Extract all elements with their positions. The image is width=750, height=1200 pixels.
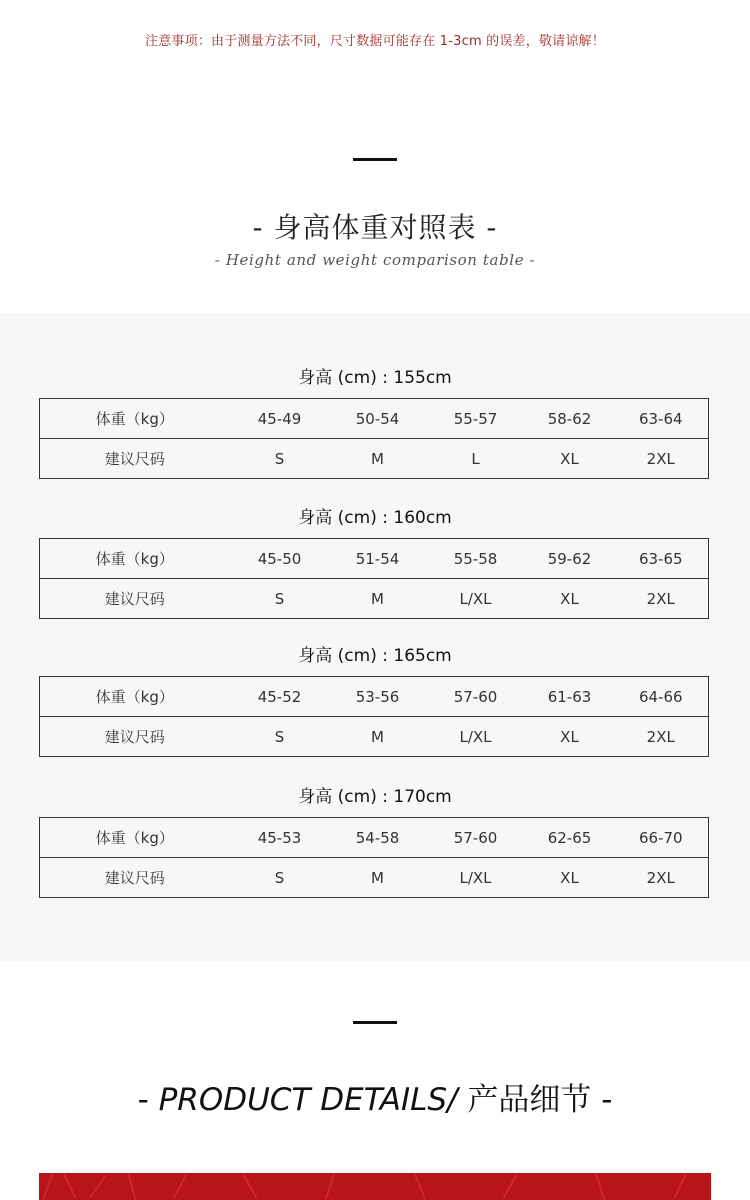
title-dash: - (591, 1082, 613, 1118)
size-row (40, 717, 709, 757)
size-cell: S (230, 717, 330, 757)
size-table-155 (39, 398, 709, 479)
title-dash: - (137, 1082, 159, 1118)
size-label: 建议尺码 (40, 579, 230, 619)
weight-cell: 58-62 (526, 399, 614, 439)
size-cell: XL (526, 439, 614, 479)
size-cell: L/XL (426, 858, 526, 898)
size-cell: 2XL (614, 717, 709, 757)
size-cell: M (330, 858, 426, 898)
product-details-title (0, 1074, 750, 1119)
weight-cell: 57-60 (426, 818, 526, 858)
weight-cell: 57-60 (426, 677, 526, 717)
height-heading-170: 身高 (cm) : 170cm (298, 787, 452, 807)
height-heading-155: 身高 (cm) : 155cm (298, 368, 452, 388)
size-label: 建议尺码 (40, 439, 230, 479)
size-cell: M (330, 439, 426, 479)
weight-row (40, 539, 709, 579)
measurement-notice: 注意事项：由于测量方法不同，尺寸数据可能存在 1-3cm 的误差，敬请谅解！ (145, 34, 605, 49)
weight-cell: 62-65 (526, 818, 614, 858)
section-title: - 身高体重对照表 - (252, 211, 498, 244)
weight-cell: 64-66 (614, 677, 709, 717)
divider-bar (353, 158, 397, 161)
size-cell: L/XL (426, 579, 526, 619)
size-cell: 2XL (614, 579, 709, 619)
size-table-165 (39, 676, 709, 757)
weight-row (40, 399, 709, 439)
weight-cell: 45-50 (230, 539, 330, 579)
size-row (40, 579, 709, 619)
size-cell: S (230, 858, 330, 898)
product-photo (39, 1173, 711, 1200)
weight-cell: 54-58 (330, 818, 426, 858)
weight-cell: 45-53 (230, 818, 330, 858)
weight-cell: 59-62 (526, 539, 614, 579)
size-cell: XL (526, 858, 614, 898)
size-cell: M (330, 579, 426, 619)
weight-label: 体重（kg） (40, 539, 230, 579)
weight-row (40, 818, 709, 858)
section-subtitle: - Height and weight comparison table - (214, 251, 536, 269)
weight-cell: 63-64 (614, 399, 709, 439)
size-cell: L/XL (426, 717, 526, 757)
weight-cell: 55-58 (426, 539, 526, 579)
weight-cell: 55-57 (426, 399, 526, 439)
size-row (40, 858, 709, 898)
size-table-160 (39, 538, 709, 619)
size-row (40, 439, 709, 479)
weight-cell: 61-63 (526, 677, 614, 717)
size-cell: XL (526, 579, 614, 619)
size-cell: L (426, 439, 526, 479)
size-cell: S (230, 579, 330, 619)
title-cn: 产品细节 (467, 1082, 592, 1118)
weight-cell: 45-49 (230, 399, 330, 439)
weight-cell: 45-52 (230, 677, 330, 717)
weight-cell: 66-70 (614, 818, 709, 858)
size-label: 建议尺码 (40, 858, 230, 898)
size-cell: M (330, 717, 426, 757)
size-cell: XL (526, 717, 614, 757)
size-table-170 (39, 817, 709, 898)
height-heading-165: 身高 (cm) : 165cm (298, 646, 452, 666)
weight-label: 体重（kg） (40, 677, 230, 717)
divider-bar (353, 1021, 397, 1024)
weight-label: 体重（kg） (40, 399, 230, 439)
title-en: PRODUCT DETAILS/ (158, 1082, 458, 1118)
size-cell: 2XL (614, 439, 709, 479)
size-cell: 2XL (614, 858, 709, 898)
weight-cell: 53-56 (330, 677, 426, 717)
height-heading-160: 身高 (cm) : 160cm (298, 508, 452, 528)
size-label: 建议尺码 (40, 717, 230, 757)
size-cell: S (230, 439, 330, 479)
weight-cell: 51-54 (330, 539, 426, 579)
weight-cell: 50-54 (330, 399, 426, 439)
weight-row (40, 677, 709, 717)
weight-cell: 63-65 (614, 539, 709, 579)
weight-label: 体重（kg） (40, 818, 230, 858)
